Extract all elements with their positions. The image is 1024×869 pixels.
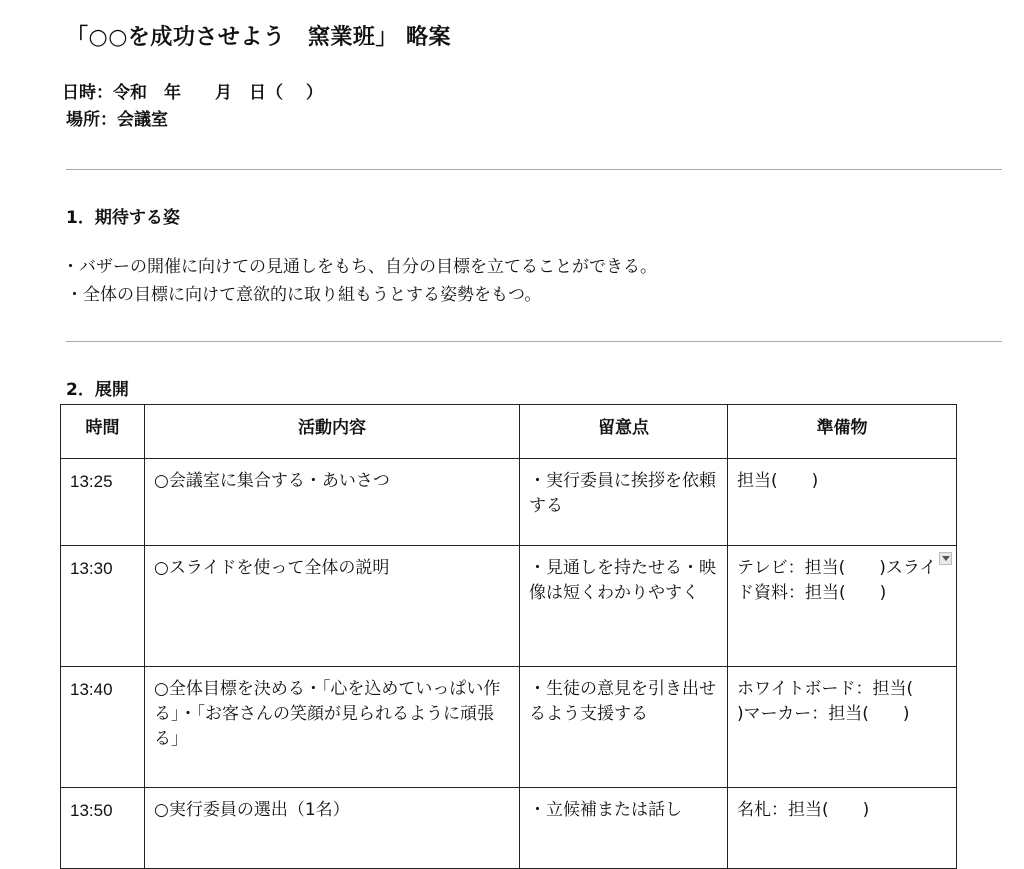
cell-prep-with-dropdown[interactable] [728, 546, 957, 667]
cell-activity[interactable]: ○会議室に集合する・あいさつ [145, 459, 520, 546]
document-title: 「○○を成功させよう 窯業班」 略案 [66, 25, 452, 50]
cell-time[interactable]: 13:50 [61, 788, 145, 869]
cell-prep[interactable]: 名札：担当( ) [728, 788, 957, 869]
header-note[interactable]: 留意点 [520, 405, 728, 459]
header-time[interactable]: 時間 [61, 405, 145, 459]
table-row [61, 667, 957, 788]
header-prep[interactable]: 準備物 [728, 405, 957, 459]
cell-prep[interactable]: 担当( ) [728, 459, 957, 546]
expected-bullet: ・全体の目標に向けて意欲的に取り組もうとする姿勢をもつ。 [66, 285, 542, 305]
development-table [60, 404, 957, 869]
cell-note[interactable]: ・生徒の意見を引き出せるよう支援する [520, 667, 728, 788]
table-row [61, 546, 957, 667]
table-header-row [61, 405, 957, 459]
table-row [61, 459, 957, 546]
cell-note[interactable]: ・見通しを持たせる・映像は短くわかりやすく [520, 546, 728, 667]
cell-time[interactable]: 13:30 [61, 546, 145, 667]
cell-activity[interactable]: ○実行委員の選出（1名） [145, 788, 520, 869]
cell-prep-text: テレビ：担当( )スライド資料：担当( ) [737, 558, 937, 603]
header-activity[interactable]: 活動内容 [145, 405, 520, 459]
cell-time[interactable]: 13:40 [61, 667, 145, 788]
cell-prep[interactable]: ホワイトボード：担当( )マーカー：担当( ) [728, 667, 957, 788]
place-line: 場所：会議室 [66, 110, 168, 130]
dropdown-arrow-icon[interactable] [939, 552, 952, 565]
section-heading-development: 2．展開 [66, 380, 129, 400]
cell-activity[interactable]: ○全体目標を決める・「心を込めていっぱい作る」・「お客さんの笑顔が見られるように頑張る」 [145, 667, 520, 788]
cell-note[interactable]: ・実行委員に挨拶を依頼する [520, 459, 728, 546]
horizontal-divider [66, 341, 1002, 342]
cell-time[interactable]: 13:25 [61, 459, 145, 546]
date-line: 日時：令和 年 月 日（ ） [62, 83, 323, 103]
expected-bullet: ・バザーの開催に向けての見通しをもち、自分の目標を立てることができる。 [62, 257, 657, 277]
cell-note[interactable]: ・立候補または話し [520, 788, 728, 869]
section-heading-expected: 1．期待する姿 [66, 208, 180, 228]
cell-activity[interactable]: ○スライドを使って全体の説明 [145, 546, 520, 667]
table-row [61, 788, 957, 869]
horizontal-divider [66, 169, 1002, 170]
